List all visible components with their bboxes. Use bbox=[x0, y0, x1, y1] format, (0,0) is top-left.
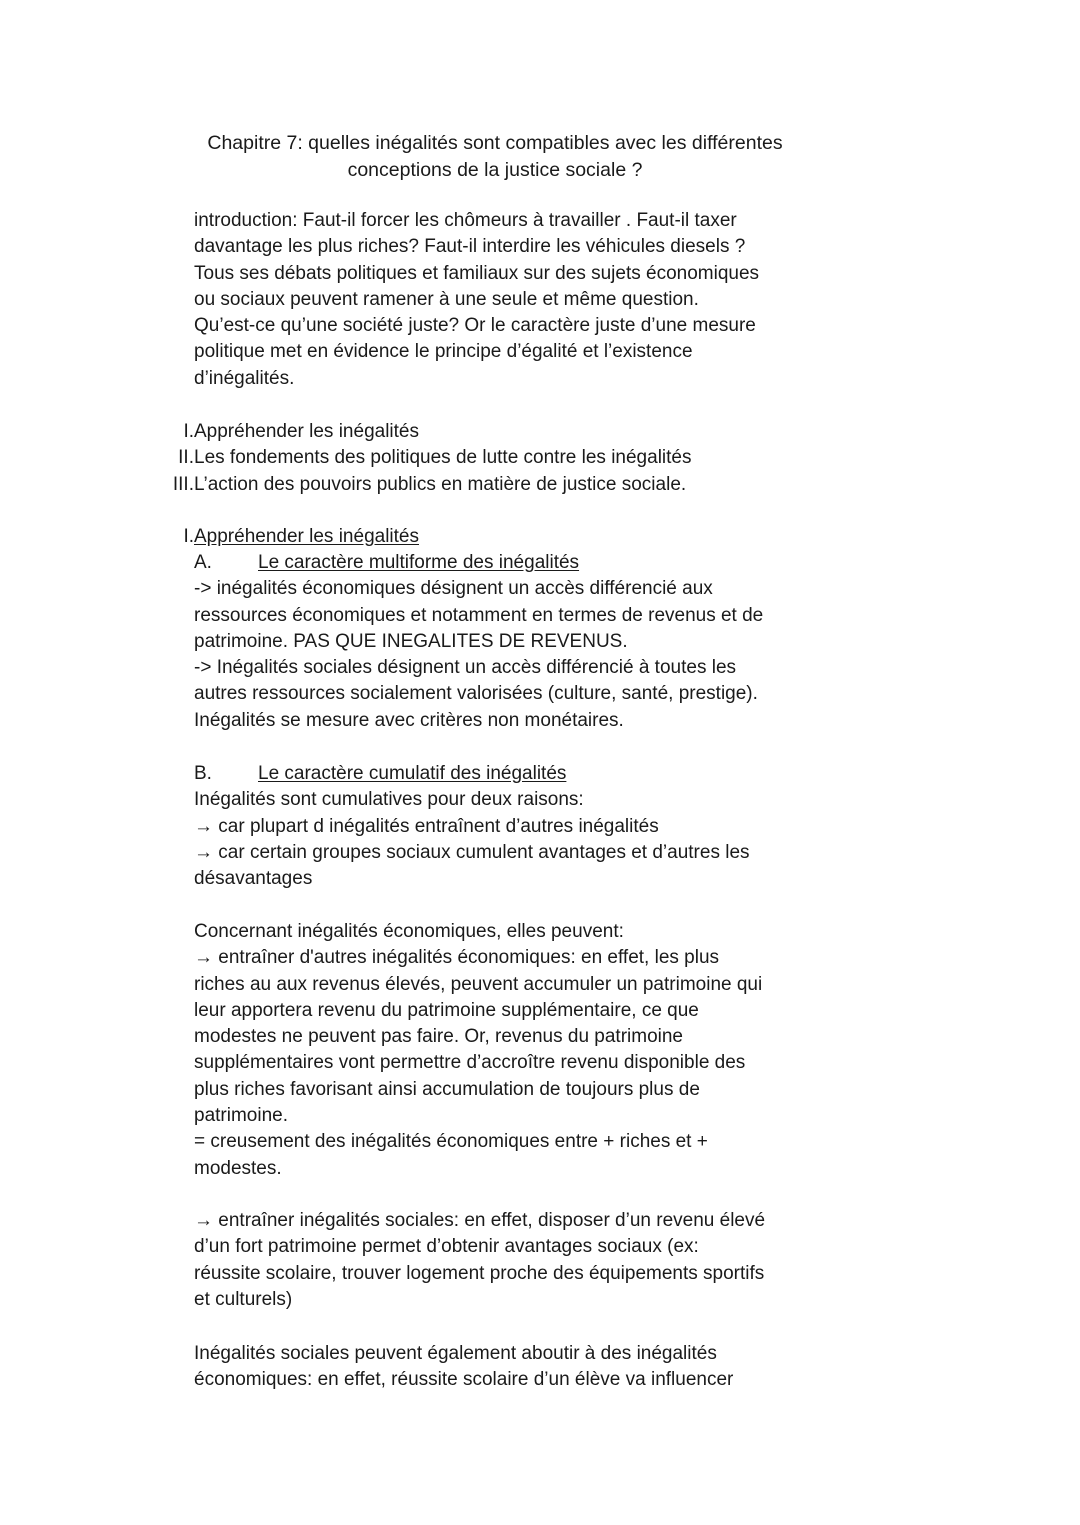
paragraph-line: patrimoine. bbox=[194, 1105, 288, 1127]
toc-item bbox=[150, 472, 790, 498]
paragraph-line: → entraîner d'autres inégalités économiques: en effet, les plus bbox=[194, 947, 720, 969]
subsection-a-line: Inégalités se mesure avec critères non monétaires. bbox=[194, 709, 624, 731]
intro-line: ou sociaux peuvent ramener à une seule et même question. bbox=[194, 288, 699, 310]
chapter-title bbox=[150, 130, 840, 184]
section-1-title: Appréhender les inégalités bbox=[194, 526, 419, 547]
paragraph-line: Concernant inégalités économiques, elles peuvent: bbox=[194, 921, 624, 942]
paragraph-line: → entraîner inégalités sociales: en effet, disposer d’un revenu élevé bbox=[194, 1210, 766, 1231]
subsection-a-title: Le caractère multiforme des inégalités bbox=[258, 552, 580, 573]
social-inequalities-paragraph bbox=[194, 1208, 814, 1313]
paragraph-line: plus riches favorisant ainsi accumulation de toujours plus de bbox=[194, 1078, 700, 1100]
subsection-b bbox=[194, 761, 814, 892]
intro-line: davantage les plus riches? Faut-il interdire les véhicules diesels ? bbox=[194, 236, 746, 258]
paragraph-line: modestes. bbox=[194, 1157, 282, 1179]
toc-item bbox=[150, 419, 790, 445]
paragraph-line: d’un fort patrimoine permet d’obtenir avantages sociaux (ex: bbox=[194, 1236, 699, 1258]
subsection-a-letter: A. bbox=[194, 552, 212, 573]
subsection-b-line: → car certain groupes sociaux cumulent avantages et d’autres les bbox=[194, 841, 750, 863]
toc-item-label: Les fondements des politiques de lutte contre les inégalités bbox=[194, 447, 692, 469]
paragraph-line: modestes ne peuvent pas faire. Or, revenus du patrimoine bbox=[194, 1026, 683, 1048]
subsection-a-line: ressources économiques et notamment en termes de revenus et de bbox=[194, 604, 764, 626]
subsection-a-line: patrimoine. PAS QUE INEGALITES DE REVENUS. bbox=[194, 630, 628, 652]
subsection-b-line: désavantages bbox=[194, 868, 313, 890]
toc-item-number: III. bbox=[172, 473, 194, 495]
section-1-number: I. bbox=[183, 526, 194, 547]
subsection-b-line: Inégalités sont cumulatives pour deux raisons: bbox=[194, 789, 584, 811]
economic-inequalities-paragraph bbox=[194, 919, 814, 1182]
subsection-b-letter: B. bbox=[194, 763, 212, 784]
subsection-a-heading bbox=[194, 550, 814, 576]
intro-line: Tous ses débats politiques et familiaux sur des sujets économiques bbox=[194, 262, 760, 284]
subsection-a bbox=[194, 550, 814, 734]
table-of-contents bbox=[150, 419, 790, 498]
paragraph-line: riches au aux revenus élevés, peuvent accumuler un patrimoine qui bbox=[194, 973, 763, 995]
toc-item bbox=[150, 445, 790, 471]
toc-item-number: II. bbox=[178, 447, 194, 469]
intro-line: introduction: Faut-il forcer les chômeurs à travailler . Faut-il taxer bbox=[194, 210, 737, 231]
subsection-b-heading bbox=[194, 761, 814, 787]
paragraph-line: Inégalités sociales peuvent également aboutir à des inégalités bbox=[194, 1343, 717, 1364]
paragraph-line: leur apportera revenu du patrimoine supplémentaire, ce que bbox=[194, 999, 699, 1021]
intro-line: politique met en évidence le principe d’égalité et l’existence bbox=[194, 341, 693, 363]
subsection-b-title: Le caractère cumulatif des inégalités bbox=[258, 763, 567, 784]
intro-line: Qu’est-ce qu’une société juste? Or le caractère juste d’une mesure bbox=[194, 315, 756, 337]
paragraph-line: = creusement des inégalités économiques entre + riches et + bbox=[194, 1131, 708, 1153]
chapter-title-line-2: conceptions de la justice sociale ? bbox=[347, 159, 643, 181]
subsection-a-line: autres ressources socialement valorisées (culture, santé, prestige). bbox=[194, 683, 758, 705]
toc-item-label: L’action des pouvoirs publics en matière de justice sociale. bbox=[194, 473, 687, 495]
section-1-heading bbox=[150, 524, 790, 550]
paragraph-line: réussite scolaire, trouver logement proche des équipements sportifs bbox=[194, 1262, 765, 1284]
introduction-paragraph bbox=[194, 208, 814, 392]
subsection-a-line: -> Inégalités sociales désignent un accès différencié à toutes les bbox=[194, 657, 737, 679]
chapter-title-line-1: Chapitre 7: quelles inégalités sont compatibles avec les différentes bbox=[207, 132, 783, 154]
subsection-a-line: -> inégalités économiques désignent un accès différencié aux bbox=[194, 578, 713, 600]
paragraph-line: et culturels) bbox=[194, 1288, 293, 1310]
toc-item-label: Appréhender les inégalités bbox=[194, 421, 419, 442]
paragraph-line: économiques: en effet, réussite scolaire d’un élève va influencer bbox=[194, 1369, 734, 1391]
toc-item-number: I. bbox=[183, 421, 194, 442]
paragraph-line: supplémentaires vont permettre d’accroître revenu disponible des bbox=[194, 1052, 746, 1074]
subsection-b-line: → car plupart d inégalités entraînent d’autres inégalités bbox=[194, 815, 659, 837]
intro-line: d’inégalités. bbox=[194, 367, 295, 389]
closing-paragraph bbox=[194, 1341, 814, 1394]
